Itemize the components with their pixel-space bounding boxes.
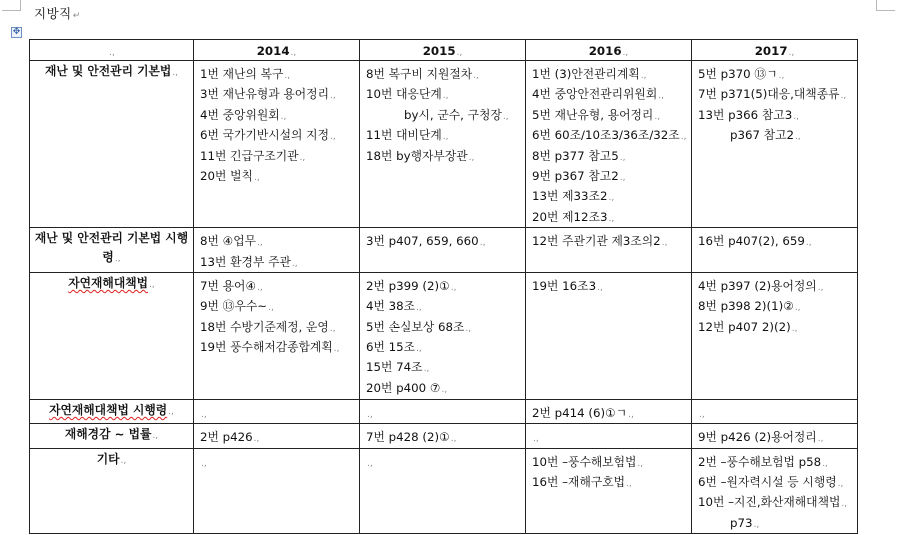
cell-text: 2번 p414 (6)①ㄱ (532, 405, 628, 420)
row-label: 재해경감 ~ 법률 (64, 427, 152, 442)
cell-text: 11번 긴급구조기관 (200, 148, 299, 163)
cell-line (366, 452, 525, 472)
cell-line (366, 337, 525, 357)
paragraph-mark-icon: ., (333, 344, 340, 355)
cell-line (200, 105, 359, 125)
cell-line (698, 276, 857, 296)
table-cell[interactable] (360, 228, 526, 273)
paragraph-mark-icon: ., (152, 431, 159, 442)
cell-text: 1번 (3)안전관리계획 (532, 67, 640, 81)
cell-line (698, 452, 857, 472)
row-label-cell[interactable] (30, 272, 194, 399)
paragraph-mark-icon: ., (840, 91, 847, 102)
paragraph-mark-icon: ., (608, 193, 615, 204)
paragraph-mark-icon: ., (441, 384, 448, 395)
table-cell[interactable] (526, 272, 692, 399)
paragraph-mark-icon: ., (805, 238, 812, 249)
table-cell[interactable] (526, 61, 692, 228)
table-cell[interactable] (194, 228, 360, 273)
cell-line (698, 513, 857, 533)
cell-line (200, 337, 359, 357)
paragraph-mark-icon: ., (168, 406, 174, 417)
cell-text: by시, 군수, 구청장 (404, 107, 502, 122)
cell-line (366, 146, 525, 166)
paragraph-mark-icon: ., (416, 344, 422, 355)
paragraph-mark-icon: ., (253, 172, 260, 183)
cell-text: 6번 –원자력시설 등 시행령 (698, 475, 837, 490)
cell-text: 7번 p428 (2)① (366, 430, 450, 445)
paragraph-mark-icon: ., (680, 132, 687, 143)
paragraph-mark-icon: ., (201, 458, 207, 469)
paragraph-mark-icon: ., (268, 303, 274, 314)
paragraph-mark-icon: ., (416, 303, 422, 314)
cell-line (698, 472, 857, 492)
cell-line (532, 472, 691, 492)
cell-line (200, 84, 359, 104)
cell-text: 13번 환경부 주관 (200, 254, 291, 269)
cell-line (200, 452, 359, 472)
cell-line (200, 231, 359, 251)
cell-text: 20번 벌칙 (200, 168, 253, 183)
table-row (30, 448, 858, 534)
cell-line (366, 427, 525, 447)
cell-text: 15번 74조 (366, 360, 423, 375)
cell-line (532, 452, 691, 472)
cell-line (532, 105, 691, 125)
table-cell[interactable] (360, 399, 526, 423)
cell-text: 20번 제12조3 (532, 209, 608, 224)
cell-text: 7번 p371(5)대응,대책종류 (698, 87, 840, 102)
year-header-2017[interactable]: 2017., (692, 40, 858, 61)
table-cell[interactable] (194, 399, 360, 423)
cell-line (366, 64, 525, 84)
cell-text: 8번 p398 2)(1)② (698, 299, 794, 314)
year-header-2014[interactable]: 2014., (194, 40, 360, 61)
cell-line (200, 427, 359, 447)
cell-text: 4번 중앙위원회 (200, 107, 280, 122)
cell-text: 2번 p399 (2)① (366, 278, 450, 293)
cell-line (532, 186, 691, 206)
table-cell[interactable] (194, 424, 360, 448)
corner-header-cell[interactable]: ., (30, 40, 194, 61)
paragraph-mark-icon: ., (619, 152, 626, 163)
cell-line (200, 64, 359, 84)
paragraph-mark-icon: ., (795, 132, 801, 143)
cell-text: 19번 16조3 (532, 278, 597, 293)
cell-line (366, 296, 525, 316)
paragraph-mark-icon: ., (699, 409, 705, 420)
table-cell[interactable] (526, 424, 692, 448)
paragraph-mark-icon: ., (661, 238, 668, 249)
paragraph-mark-icon: ., (329, 132, 336, 143)
paragraph-mark-icon: ., (640, 71, 647, 81)
cell-text: 12번 주관기관 제3조의2 (532, 234, 661, 249)
cell-text: 20번 p400 ⑦ (366, 380, 441, 395)
paragraph-mark-icon: ., (291, 258, 298, 269)
cell-text: 4번 38조 (366, 299, 416, 314)
paragraph-mark-icon: ., (367, 458, 373, 469)
cell-text: 18번 수방기준제정, 운영 (200, 319, 329, 334)
paragraph-mark-icon: ., (465, 323, 472, 334)
cell-text: 2번 –풍수해보험법 p58 (698, 454, 822, 469)
cell-text: 3번 재난유형과 용어정리 (200, 87, 329, 102)
paragraph-mark-icon: ., (628, 409, 634, 420)
paragraph-mark-icon: ., (502, 111, 509, 122)
paragraph-mark-icon: ., (367, 409, 373, 420)
cell-text: 11번 대비단계 (366, 128, 442, 143)
cell-text: 8번 복구비 지원절차 (366, 67, 473, 81)
cell-line (366, 125, 525, 145)
cell-text: 4번 p397 (2)용어정의 (698, 278, 817, 293)
paragraph-mark-icon: ., (778, 71, 785, 81)
cell-text: 9번 p426 (2)용어정리 (698, 430, 817, 445)
paragraph-mark-icon: ., (257, 238, 263, 249)
table-row (30, 424, 858, 448)
paragraph-mark-icon: ., (280, 111, 287, 122)
cell-text: 16번 –재해구호법 (532, 475, 626, 490)
cell-text: 5번 재난유형, 용어정리 (532, 107, 654, 122)
cell-line (532, 166, 691, 186)
row-label: 재난 및 안전관리 기본법 (44, 64, 172, 78)
paragraph-mark-icon: ., (608, 213, 615, 224)
paragraph-mark-icon: ., (479, 238, 486, 249)
cell-text: 9번 p367 참고2 (532, 168, 619, 183)
cell-line (200, 166, 359, 186)
cell-line (200, 403, 359, 423)
paragraph-mark-icon: ., (120, 455, 127, 466)
paragraph-mark-icon: ., (329, 323, 336, 334)
paragraph-mark-icon: ., (442, 91, 449, 102)
paragraph-mark-icon: ., (450, 282, 457, 293)
table-cell[interactable] (692, 272, 858, 399)
row-label: 자연재해대책법 (68, 275, 149, 290)
cell-line (698, 492, 857, 512)
paragraph-mark-icon: ↵ (72, 11, 81, 21)
paragraph-mark-icon: ., (791, 323, 798, 334)
row-label-cell[interactable] (30, 448, 194, 534)
paragraph-mark-icon: ., (172, 68, 178, 78)
table-cell[interactable] (360, 272, 526, 399)
cell-text: 13번 제33조2 (532, 189, 608, 204)
paragraph-mark-icon: ., (753, 519, 760, 530)
cell-line (200, 276, 359, 296)
paragraph-mark-icon: ., (114, 254, 121, 265)
cell-text: 10번 대응단계 (366, 87, 442, 102)
cell-text: 3번 p407, 659, 660 (366, 234, 479, 249)
cell-line (366, 276, 525, 296)
paragraph-mark-icon: ., (626, 479, 632, 490)
cell-line (532, 276, 691, 296)
paragraph-mark-icon: ., (597, 282, 603, 293)
document-header (34, 4, 81, 22)
header-title: 지방직 (34, 6, 72, 21)
cell-text: 18번 by행자부장관 (366, 148, 468, 163)
cell-line (366, 105, 525, 125)
cell-line (200, 252, 359, 272)
table-row (30, 228, 858, 273)
cell-line (532, 231, 691, 251)
paragraph-mark-icon: ., (450, 434, 457, 445)
cell-text: 5번 p370 ⑬ㄱ (698, 67, 778, 81)
table-cell[interactable] (692, 448, 858, 534)
table-cell[interactable] (360, 448, 526, 534)
row-label: 재난 및 안전관리 기본법 시행령 (34, 231, 189, 265)
cell-line (366, 403, 525, 423)
cell-line (532, 403, 691, 423)
paragraph-mark-icon: ., (468, 152, 475, 163)
paragraph-mark-icon: ., (201, 409, 207, 420)
table-row (30, 61, 858, 228)
cell-text: 10번 –풍수해보험법 (532, 454, 637, 469)
cell-text: 4번 중앙안전관리위원회 (532, 87, 658, 102)
cell-line (698, 64, 857, 84)
page-corner-marker-top-left (2, 0, 21, 11)
cell-line (366, 357, 525, 377)
cell-line (366, 231, 525, 251)
paragraph-mark-icon: ., (253, 434, 260, 445)
cell-text: 10번 –지진,화산재해대책법 (698, 495, 841, 510)
cell-line (532, 84, 691, 104)
table-cell[interactable] (526, 399, 692, 423)
cell-line (532, 146, 691, 166)
table-cell[interactable] (194, 61, 360, 228)
table-cell[interactable] (194, 272, 360, 399)
table-cell[interactable] (692, 61, 858, 228)
cell-text: 7번 용어④ (200, 278, 257, 293)
cell-text: p367 참고2 (730, 128, 795, 143)
paragraph-mark-icon: ., (841, 499, 848, 510)
cell-text: 8번 p377 참고5 (532, 148, 619, 163)
year-header-2016[interactable]: 2016., (526, 40, 692, 61)
cell-line (200, 125, 359, 145)
exam-law-table (29, 39, 858, 534)
paragraph-mark-icon: ., (423, 364, 430, 375)
cell-text: 19번 풍수해저감종합계획 (200, 340, 333, 355)
paragraph-mark-icon: ., (442, 132, 449, 143)
cell-text: 9번 ⑬우수~ (200, 299, 268, 314)
table-cell[interactable] (526, 448, 692, 534)
cell-line (366, 317, 525, 337)
paragraph-mark-icon: ., (637, 458, 644, 469)
cell-line (200, 317, 359, 337)
table-cell[interactable] (194, 448, 360, 534)
table-cell[interactable] (692, 228, 858, 273)
cell-line (698, 105, 857, 125)
cell-line (698, 125, 857, 145)
cell-line (366, 84, 525, 104)
row-label: 자연재해대책법 시행령 (49, 402, 168, 417)
table-move-handle-icon[interactable]: ✥ (12, 27, 21, 37)
cell-text: 5번 손실보상 68조 (366, 319, 465, 334)
cell-text: 16번 p407(2), 659 (698, 234, 805, 249)
paragraph-mark-icon: ., (257, 282, 263, 293)
paragraph-mark-icon: ., (817, 434, 824, 445)
cell-text: 6번 60조/10조3/36조/32조 (532, 128, 680, 143)
cell-text: 6번 국가기반시설의 지정 (200, 128, 329, 143)
table-row (30, 272, 858, 399)
paragraph-mark-icon: ., (817, 282, 824, 293)
paragraph-mark-icon: ., (149, 279, 155, 290)
table-cell[interactable] (360, 424, 526, 448)
row-label-cell[interactable] (30, 61, 194, 228)
cell-line (698, 427, 857, 447)
cell-line (698, 296, 857, 316)
row-label-cell[interactable] (30, 228, 194, 273)
cell-line (200, 296, 359, 316)
paragraph-mark-icon: ., (329, 91, 336, 102)
paragraph-mark-icon: ., (299, 152, 306, 163)
cell-text: 13번 p366 참고3 (698, 107, 793, 122)
cell-line (698, 317, 857, 337)
table-cell[interactable] (360, 61, 526, 228)
cell-line (698, 84, 857, 104)
year-header-2015[interactable]: 2015., (360, 40, 526, 61)
cell-line (532, 125, 691, 145)
paragraph-mark-icon: ., (837, 479, 844, 490)
cell-line (366, 378, 525, 398)
table-cell[interactable] (526, 228, 692, 273)
cell-line (698, 403, 857, 423)
cell-line (698, 231, 857, 251)
cell-text: 1번 재난의 복구 (200, 67, 284, 81)
row-label-cell[interactable] (30, 424, 194, 448)
paragraph-mark-icon: ., (533, 434, 539, 445)
paragraph-mark-icon: ., (794, 303, 801, 314)
table-cell[interactable] (692, 399, 858, 423)
paragraph-mark-icon: ., (658, 91, 664, 102)
row-label: 기타 (96, 451, 120, 466)
table-header-row (30, 40, 858, 61)
row-label-cell[interactable] (30, 399, 194, 423)
page-corner-marker-top-right (876, 0, 895, 11)
paragraph-mark-icon: ., (284, 71, 291, 81)
cell-line (532, 207, 691, 227)
cell-text: 12번 p407 2)(2) (698, 319, 791, 334)
cell-text: 2번 p426 (200, 430, 253, 445)
paragraph-mark-icon: ., (793, 111, 799, 122)
paragraph-mark-icon: ., (473, 71, 479, 81)
table-row (30, 399, 858, 423)
paragraph-mark-icon: ., (619, 172, 626, 183)
paragraph-mark-icon: ., (822, 458, 828, 469)
cell-text: 8번 ④업무 (200, 234, 257, 249)
cell-line (200, 146, 359, 166)
paragraph-mark-icon: ., (654, 111, 661, 122)
cell-text: p73 (730, 515, 753, 530)
cell-text: 6번 15조 (366, 340, 416, 355)
cell-line (532, 64, 691, 84)
table-cell[interactable] (692, 424, 858, 448)
cell-line (532, 427, 691, 447)
